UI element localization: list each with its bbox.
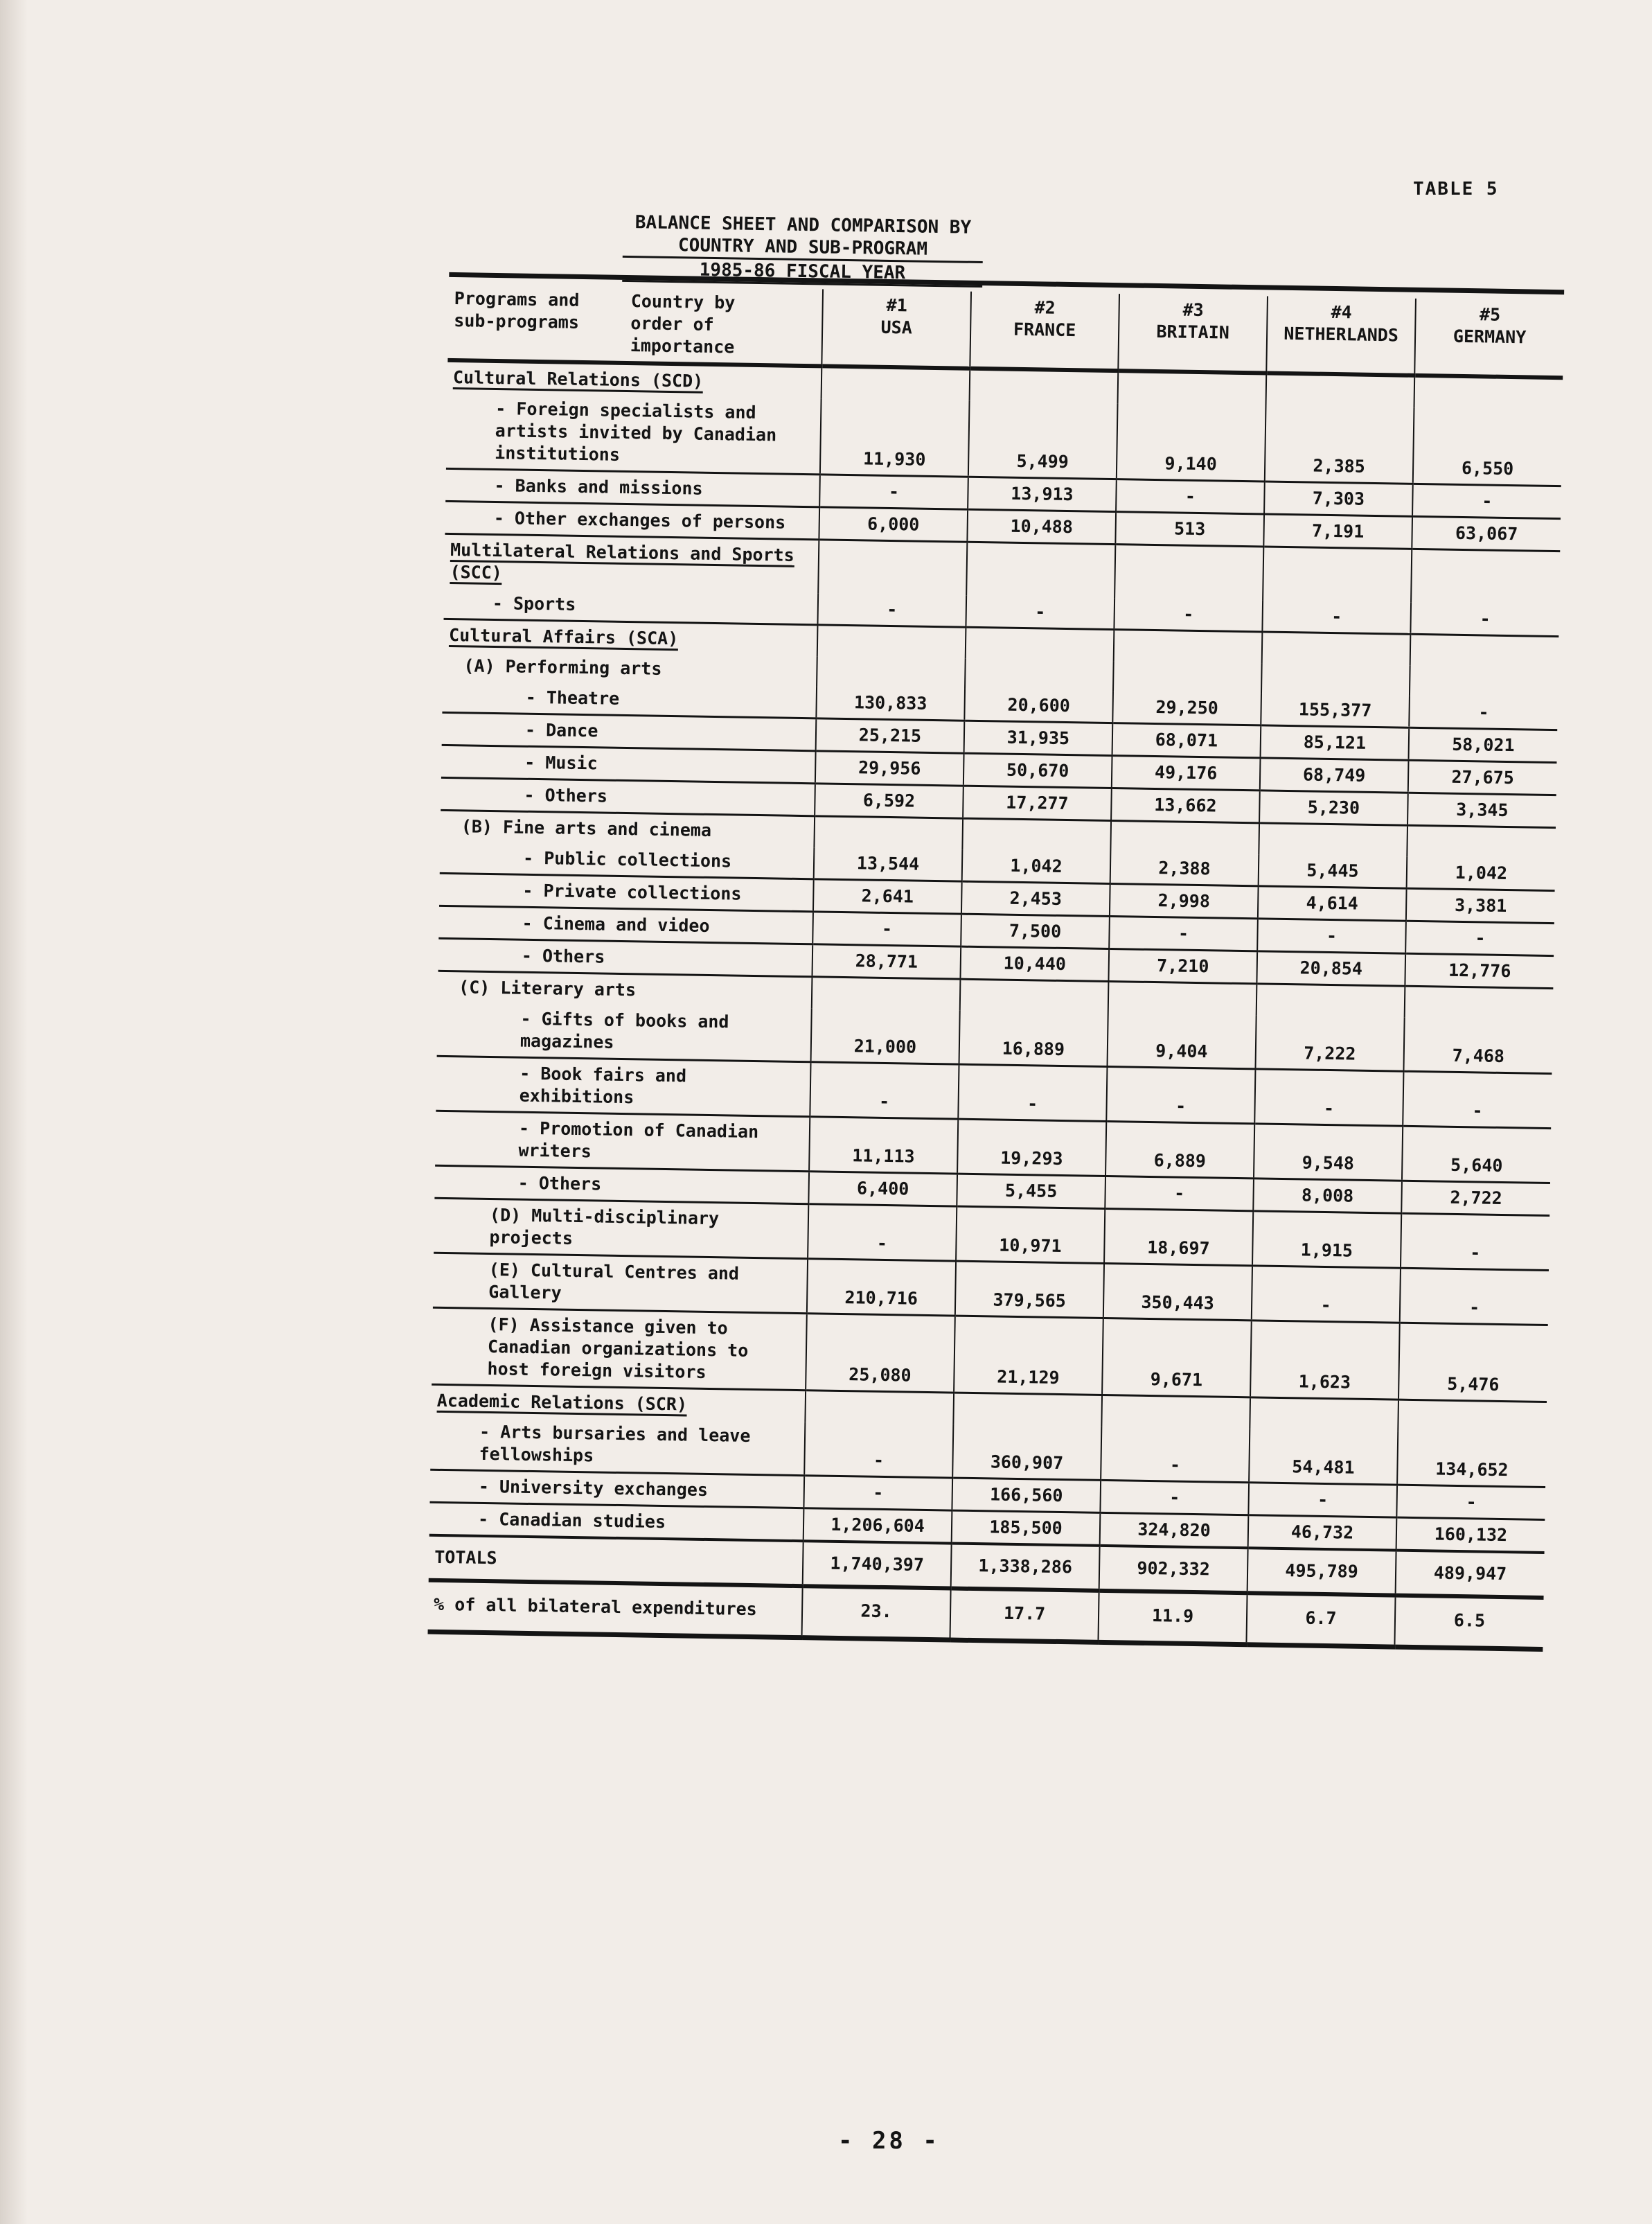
row-label: - Theatre [442,681,817,718]
cell-value [966,542,1115,598]
row-label: (D) Multi-disciplinary projects [434,1198,808,1258]
cell-value: - [817,593,966,627]
cell-value: 7,191 [1263,514,1412,549]
cell-value: - [1409,696,1558,730]
cell-value: 2,641 [813,879,962,914]
country-name: BRITAIN [1156,321,1230,343]
cell-value: 160,132 [1396,1517,1545,1553]
percent-value: 17.7 [950,1589,1099,1643]
cell-value: 9,404 [1107,1013,1256,1069]
cell-value [1405,986,1554,1020]
cell-value [1266,373,1415,407]
cell-value: 2,388 [1110,852,1259,886]
country-rank: #5 [1479,304,1501,325]
cell-value [1263,547,1412,603]
cell-value: 54,481 [1249,1429,1398,1485]
cell-value: 31,935 [964,721,1113,755]
row-label: (F) Assistance given to Canadian organizations to host foreign visitors [432,1307,807,1390]
cell-value [805,1391,954,1424]
cell-value: - [1410,603,1559,637]
cell-value: 9,548 [1254,1124,1403,1181]
cell-value: - [1114,598,1263,632]
cell-value [817,625,966,659]
cell-value: 13,913 [968,477,1117,511]
cell-value: 1,206,604 [803,1508,952,1544]
cell-value: 324,820 [1100,1512,1249,1548]
row-label: - Canadian studies [429,1502,804,1541]
cell-value: 20,854 [1256,951,1405,986]
table-body [429,360,1563,1553]
cell-value [1114,630,1263,664]
section-title: Multilateral Relations and Sports (SCC) [450,540,794,585]
totals-value: 1,740,397 [803,1541,952,1588]
row-label: - Public collections [440,842,815,879]
row-label: - Banks and missions [445,468,820,506]
cell-value: 16,889 [959,1011,1108,1067]
row-label: - Others [441,777,815,815]
row-label: - University exchanges [430,1470,805,1508]
row-label [447,360,822,398]
header-programs: Programs and sub-programs [454,288,580,333]
totals-value: 902,332 [1099,1546,1248,1593]
cell-value: 1,042 [962,850,1111,884]
cell-value [1262,632,1411,666]
cell-value: 6,400 [808,1172,957,1206]
cell-value: 13,544 [814,847,963,881]
country-name: GERMANY [1453,326,1527,348]
percent-value: 6.7 [1246,1593,1395,1647]
cell-value: 5,499 [968,401,1118,479]
totals-value: 495,789 [1247,1548,1396,1595]
cell-value: 10,440 [960,946,1109,981]
cell-value: 1,042 [1407,857,1556,891]
country-name: NETHERLANDS [1284,323,1399,346]
cell-value [812,977,961,1011]
country-rank: #3 [1182,299,1204,321]
row-label: - Book fairs and exhibitions [436,1056,810,1116]
cell-value: - [1412,484,1561,518]
cell-value: 68,749 [1260,758,1409,793]
cell-value: 2,722 [1401,1181,1550,1215]
cell-value: 18,697 [1104,1208,1253,1265]
cell-value: 50,670 [963,753,1112,788]
row-label: (C) Literary arts [458,977,637,1000]
cell-value: - [1400,1268,1549,1325]
row-label: (A) Performing arts [463,655,662,679]
cell-value: - [1248,1483,1397,1517]
cell-value: 6,889 [1105,1121,1254,1178]
cell-value: 7,468 [1403,1018,1552,1074]
row-label: - Dance [442,712,817,750]
cell-value [1410,666,1558,698]
cell-value [965,659,1114,691]
cell-value: 5,230 [1259,791,1408,825]
cell-value: 7,222 [1255,1015,1404,1071]
cell-value: - [1100,1480,1249,1515]
header-country-order: Country by order of importance [630,291,736,358]
cell-value: 9,671 [1102,1318,1252,1397]
cell-value [821,366,970,400]
cell-value: 27,675 [1408,760,1557,795]
row-label: (B) Fine arts and cinema [461,816,712,840]
cell-value [1110,821,1259,855]
country-rank: #2 [1034,297,1056,318]
cell-value [1410,634,1559,668]
header-country-3 [1118,294,1268,373]
title-line-1: BALANCE SHEET AND COMPARISON BY [634,212,972,238]
page-number: - 28 - [838,2127,940,2155]
country-rank: #4 [1331,301,1352,323]
cell-value: 5,445 [1259,854,1407,888]
percent-label: % of all bilateral expenditures [428,1580,803,1638]
percent-value: 23. [801,1586,950,1640]
cell-value [1250,1397,1398,1431]
cell-value: 17,277 [963,786,1112,820]
cell-value: 7,210 [1108,949,1257,984]
cell-value: 49,176 [1112,756,1261,791]
cell-value: 350,443 [1103,1263,1252,1320]
cell-value: 46,732 [1248,1515,1397,1551]
section-title: Cultural Relations (SCD) [453,367,704,394]
cell-value: 3,345 [1407,793,1556,827]
header-label-cell [447,283,823,366]
cell-value: - [819,475,968,509]
row-label [444,533,819,593]
cell-value: 2,453 [961,881,1110,916]
cell-value [970,369,1119,403]
title-line-3: 1985-86 FISCAL YEAR [622,258,982,288]
header-country-2 [970,292,1119,371]
row-label: - Gifts of books and magazines [437,1003,812,1062]
cell-value: 6,592 [815,784,963,818]
cell-value: 134,652 [1397,1431,1546,1488]
cell-value: 12,776 [1405,953,1554,988]
country-name: FRANCE [1013,319,1076,341]
budget-table [428,283,1564,1652]
cell-value: 2,385 [1265,405,1414,484]
cell-value: - [958,1064,1107,1121]
cell-value: 210,716 [807,1259,956,1316]
cell-value [1261,663,1410,696]
cell-value: - [1254,1069,1403,1126]
row-label: (E) Cultural Centres and Gallery [433,1253,808,1313]
row-label: - Music [441,745,816,783]
cell-value: 1,915 [1252,1211,1401,1268]
cell-value: 28,771 [812,944,961,979]
cell-value: - [812,912,961,946]
cell-value: 21,000 [811,1008,960,1064]
cell-value: 185,500 [952,1510,1101,1546]
row-label: - Arts bursaries and leave fellowships [430,1416,805,1476]
cell-value [1411,549,1560,605]
title-line-2: COUNTRY AND SUB-PROGRAM [623,233,983,263]
cell-value [1118,371,1267,405]
cell-value: - [1106,1066,1255,1123]
cell-value: 379,565 [955,1261,1104,1318]
section-title: Academic Relations (SCR) [437,1391,688,1417]
cell-value: 19,293 [957,1119,1106,1176]
cell-value [1407,825,1556,859]
cell-value: - [1109,917,1258,951]
cell-value: - [1257,919,1406,953]
cell-value: - [966,596,1114,630]
cell-value [1113,661,1262,694]
cell-value: 5,476 [1398,1323,1548,1402]
cell-value: - [810,1062,959,1119]
cell-value [1101,1395,1250,1429]
row-label: - Promotion of Canadian writers [435,1111,810,1171]
cell-value: 9,140 [1117,403,1266,482]
cell-value: - [1403,1071,1552,1128]
cell-value: - [1101,1427,1250,1483]
cell-value: 58,021 [1408,727,1557,762]
cell-value: 20,600 [964,689,1113,723]
cell-value: 1,623 [1250,1321,1400,1400]
header-country-1 [821,289,971,368]
cell-value: 29,250 [1112,691,1261,725]
row-label: - Others [438,938,813,976]
cell-value [1256,984,1405,1018]
cell-value: 6,000 [819,507,968,542]
cell-value [1398,1400,1547,1433]
cell-value: 6,550 [1413,408,1563,486]
totals-label: TOTALS [429,1535,803,1586]
row-label: - Other exchanges of persons [445,501,819,539]
cell-value [1114,545,1263,601]
cell-value: - [1116,479,1265,514]
row-label: - Others [434,1165,809,1203]
cell-value: 11,113 [809,1117,958,1174]
cell-value: 8,008 [1253,1179,1402,1213]
cell-value: - [1401,1213,1549,1270]
cell-value: 10,488 [967,509,1116,544]
totals-value: 1,338,286 [951,1544,1100,1591]
cell-value: 5,455 [957,1174,1105,1208]
cell-value: 2,998 [1110,884,1259,919]
cell-value: 63,067 [1412,516,1561,551]
percent-value: 11.9 [1098,1591,1247,1645]
percent-value: 6.5 [1394,1596,1543,1650]
cell-value [818,540,967,596]
page-edge-shadow [0,0,28,2224]
cell-value: 25,215 [816,718,965,753]
cell-value: - [1105,1176,1254,1210]
cell-value [1414,376,1563,410]
country-name: USA [880,317,913,338]
cell-value [962,818,1111,852]
cell-value: - [1396,1485,1545,1519]
table-label: TABLE 5 [1413,179,1499,200]
country-rank: #1 [886,294,907,316]
header-country-4 [1266,296,1416,375]
section-title: Cultural Affairs (SCA) [449,625,679,651]
totals-value: 489,947 [1396,1551,1545,1598]
cell-value: 68,071 [1112,723,1261,758]
cell-value: 13,662 [1111,788,1260,823]
cell-value: - [1262,600,1411,634]
cell-value: 155,377 [1261,694,1410,727]
row-label: - Sports [444,588,819,625]
cell-value [953,1393,1102,1427]
cell-value: - [1252,1266,1401,1323]
cell-value [1259,823,1407,857]
cell-value: 11,930 [820,398,970,477]
cell-value: 85,121 [1261,725,1410,760]
cell-value: - [1405,921,1554,955]
cell-value: 360,907 [952,1424,1101,1481]
row-label: - Foreign specialists and artists invited by Canadian institutions [446,393,821,475]
cell-value: - [804,1422,953,1478]
cell-value: 29,956 [815,751,964,786]
cell-value: 5,640 [1402,1126,1551,1183]
cell-value: 25,080 [806,1314,955,1393]
cell-value: 21,129 [954,1316,1103,1395]
cell-value [814,816,963,850]
cell-value: - [803,1476,952,1510]
cell-value [1108,982,1257,1016]
cell-value [966,627,1114,661]
cell-value: 7,303 [1264,482,1413,516]
cell-value: - [808,1204,957,1261]
cell-value [817,656,966,689]
header-country-5 [1414,299,1564,378]
cell-value: 130,833 [816,687,965,721]
cell-value: 7,500 [961,914,1110,948]
cell-value: 3,381 [1406,888,1555,923]
cell-value: 166,560 [952,1478,1101,1512]
cell-value: 513 [1115,512,1264,547]
row-label: - Private collections [439,873,814,911]
row-label: - Cinema and video [438,906,813,944]
balance-sheet [381,201,1558,1965]
cell-value: 10,971 [956,1206,1105,1263]
cell-value: 4,614 [1258,886,1407,921]
cell-value [960,979,1109,1013]
